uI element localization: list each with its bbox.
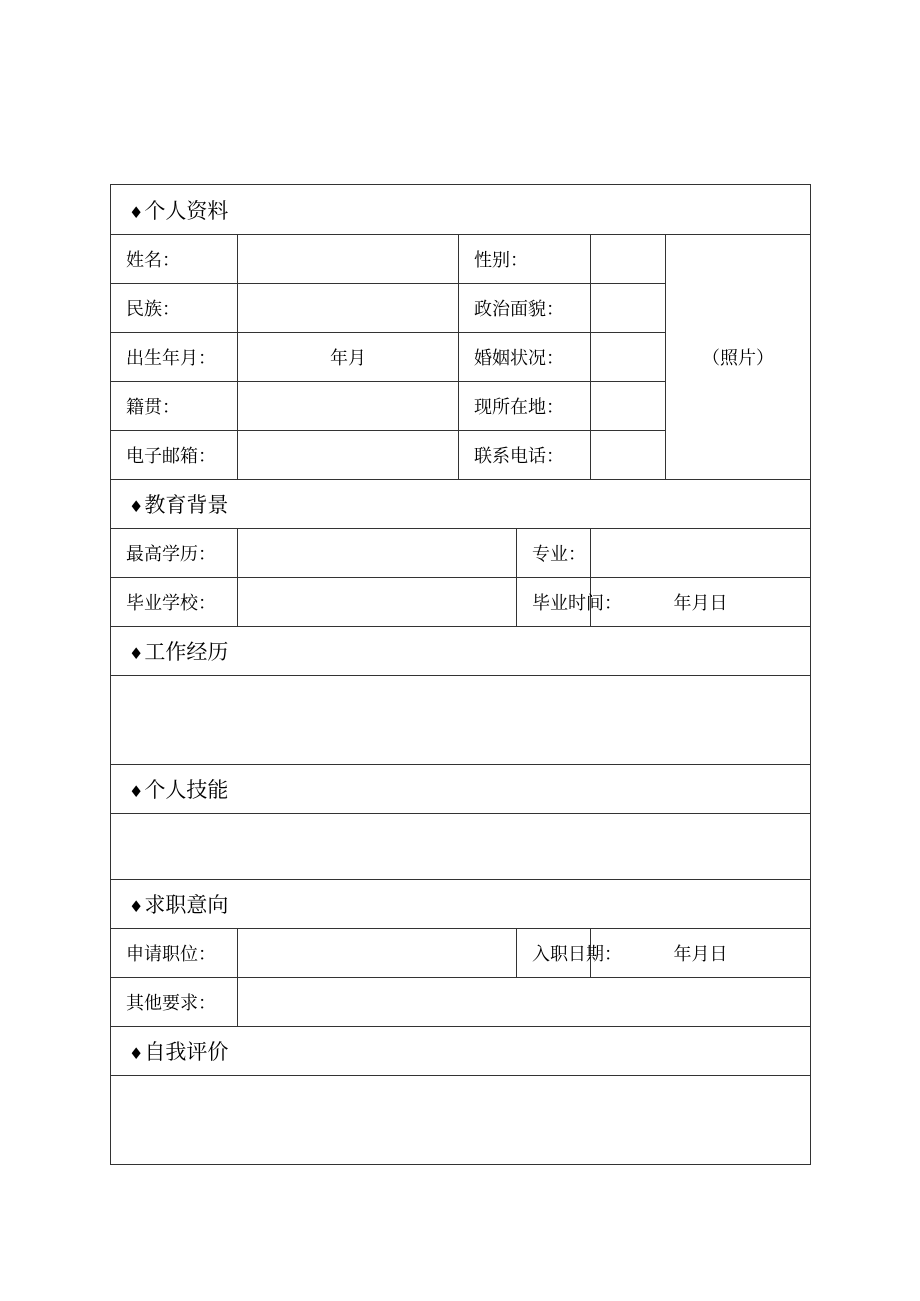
political-status-label: 政治面貌： — [459, 284, 591, 333]
birth-date-label: 出生年月： — [111, 333, 238, 382]
section-intent-header — [111, 880, 811, 929]
section-skills-header — [111, 765, 811, 814]
section-work-header — [111, 627, 811, 676]
skills-field[interactable] — [111, 814, 811, 880]
graduation-time-label: 毕业时间： — [517, 578, 591, 627]
diamond-bullet-icon: ♦ — [129, 644, 144, 663]
marital-status-field[interactable] — [591, 333, 666, 382]
residence-label: 现所在地： — [459, 382, 591, 431]
highest-degree-label: 最高学历： — [111, 529, 238, 578]
major-field[interactable] — [591, 529, 811, 578]
section-education-header — [111, 480, 811, 529]
native-place-field[interactable] — [238, 382, 459, 431]
school-label: 毕业学校： — [111, 578, 238, 627]
name-field[interactable] — [238, 235, 459, 284]
position-label: 申请职位： — [111, 929, 238, 978]
phone-label: 联系电话： — [459, 431, 591, 480]
start-date-field[interactable]: 年月日 — [591, 929, 811, 978]
highest-degree-field[interactable] — [238, 529, 517, 578]
diamond-bullet-icon: ♦ — [129, 782, 144, 801]
diamond-bullet-icon: ♦ — [129, 202, 144, 222]
graduation-time-field[interactable]: 年月日 — [591, 578, 811, 627]
diamond-bullet-icon: ♦ — [129, 897, 144, 916]
birth-date-field[interactable]: 年月 — [238, 333, 459, 382]
section-self-eval-header — [111, 1027, 811, 1076]
work-experience-field[interactable] — [111, 676, 811, 765]
gender-field[interactable] — [591, 235, 666, 284]
other-requirements-field[interactable] — [238, 978, 811, 1027]
photo-placeholder[interactable]: （照片） — [666, 235, 811, 480]
marital-status-label: 婚姻状况： — [459, 333, 591, 382]
email-label: 电子邮箱： — [111, 431, 238, 480]
diamond-bullet-icon: ♦ — [129, 497, 144, 516]
section-title: 求职意向 — [144, 893, 229, 917]
major-label: 专业： — [517, 529, 591, 578]
start-date-label: 入职日期： — [517, 929, 591, 978]
native-place-label: 籍贯： — [111, 382, 238, 431]
diamond-bullet-icon: ♦ — [129, 1044, 144, 1063]
ethnicity-label: 民族： — [111, 284, 238, 333]
self-evaluation-field[interactable] — [111, 1076, 811, 1165]
gender-label: 性别： — [459, 235, 591, 284]
resume-form-table — [110, 184, 811, 1165]
political-status-field[interactable] — [591, 284, 666, 333]
ethnicity-field[interactable] — [238, 284, 459, 333]
other-requirements-label: 其他要求： — [111, 978, 238, 1027]
school-field[interactable] — [238, 578, 517, 627]
section-title: 教育背景 — [144, 493, 229, 517]
section-title: 工作经历 — [144, 640, 229, 664]
section-title: 个人技能 — [144, 778, 229, 802]
section-title: 个人资料 — [144, 198, 229, 223]
name-label: 姓名： — [111, 235, 238, 284]
residence-field[interactable] — [591, 382, 666, 431]
phone-field[interactable] — [591, 431, 666, 480]
section-personal-header — [111, 185, 811, 235]
position-field[interactable] — [238, 929, 517, 978]
email-field[interactable] — [238, 431, 459, 480]
section-title: 自我评价 — [144, 1040, 229, 1064]
